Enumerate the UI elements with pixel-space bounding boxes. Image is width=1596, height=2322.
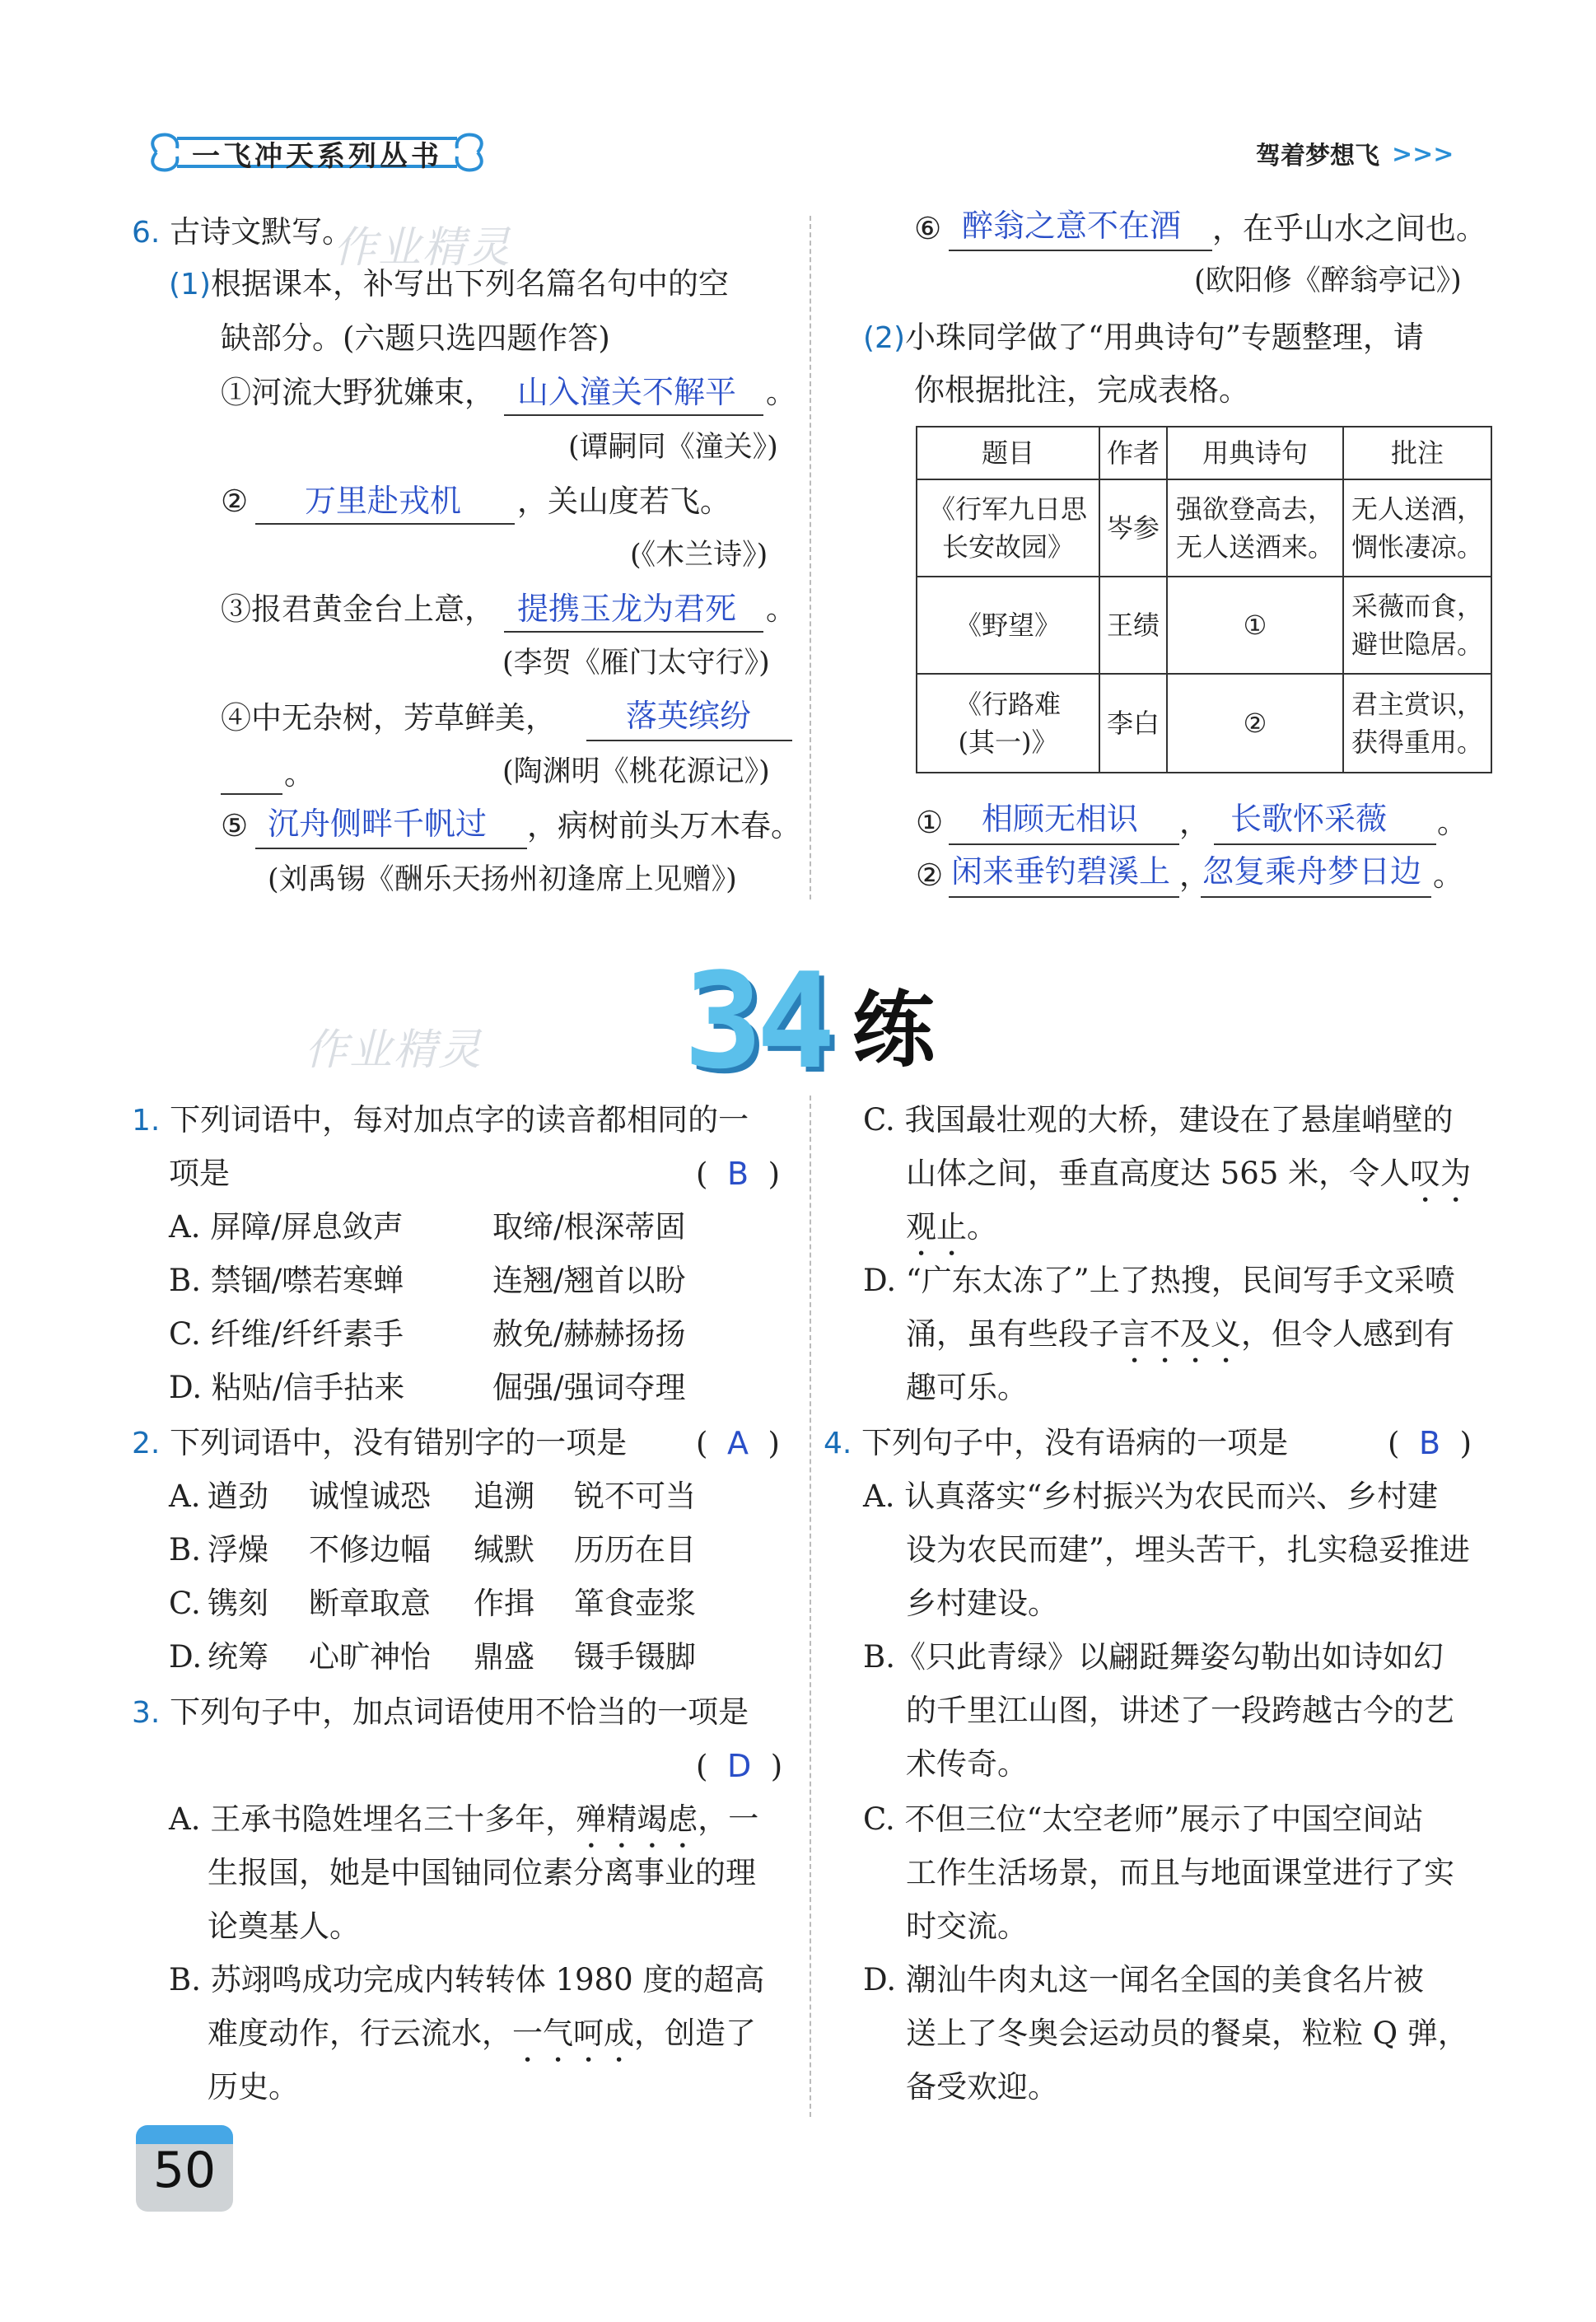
q2-option-d-label: D. [169, 1639, 203, 1675]
item2-prefix: ② [221, 484, 249, 519]
cell-line: 无人送酒， [1351, 493, 1483, 525]
q4-number: 4. [824, 1427, 852, 1460]
q2-answer: A [726, 1425, 749, 1461]
q6-heading [132, 214, 352, 250]
q4-option-a-line2: 设为农民而建”，埋头苦干，扎实稳妥推进 [906, 1532, 1470, 1567]
cell-line: 无人送酒来。 [1175, 531, 1334, 563]
item4-prefix: ④中无杂树，芳草鲜美， [221, 700, 556, 736]
table-header: 题目 [917, 427, 1099, 479]
answer-blank [949, 896, 1179, 898]
option-label: A. [169, 1209, 201, 1245]
answer-blank [255, 848, 527, 849]
slogan-arrows: >>> [1392, 140, 1454, 169]
item4-answer: 落英缤纷 [626, 698, 752, 734]
dotted-phrase: 一气呵成 [512, 2016, 634, 2051]
item1-end: 。 [766, 375, 796, 410]
table-row [917, 479, 1491, 577]
q1-number: 1. [132, 1104, 161, 1138]
q2-option-c-label: C. [169, 1586, 201, 1621]
item6-prefix: ⑥ [914, 211, 942, 246]
table-cell [917, 479, 1099, 577]
q2-option-word: 统筹 [208, 1639, 268, 1675]
answer2-label: ② [916, 857, 944, 893]
item2-answer: 万里赴戎机 [305, 483, 462, 519]
part-label: (2) [863, 321, 905, 355]
q4-option-b-line2: 的千里江山图，讲述了一段跨越古今的艺 [906, 1693, 1454, 1728]
q6-number: 6. [132, 216, 161, 250]
answer1-end: 。 [1437, 805, 1468, 840]
item6-source: (欧阳修《醉翁亭记》) [1194, 264, 1462, 297]
table-header: 作者 [1099, 427, 1167, 479]
table-cell [1343, 479, 1491, 577]
cell-line: 强欲登高去， [1175, 493, 1334, 525]
q3-number: 3. [132, 1696, 161, 1730]
q3-answer-bracket: ( D ) [696, 1748, 783, 1784]
q4-option-b-line1: B.《只此青绿》以翩跹舞姿勾勒出如诗如幻 [863, 1639, 1444, 1675]
slogan: 驾着梦想飞 [1256, 142, 1379, 171]
cell-line: 君主赏识， [1351, 688, 1483, 720]
part-text: 小珠同学做了“用典诗句”专题整理，请 [905, 320, 1424, 355]
q4-option-c-line1: C. 不但三位“太空老师”展示了中国空间站 [863, 1801, 1424, 1837]
page-number-tab [136, 2125, 233, 2212]
option-word: 纤维/纤纤素手 [210, 1316, 404, 1352]
q3-option-b-line3: 历史。 [208, 2069, 299, 2105]
cell-line: 避世隐居。 [1351, 628, 1483, 660]
q2-stem [132, 1425, 627, 1461]
q2-option-word: 不修边幅 [309, 1532, 431, 1567]
q1-option-d2: 倔强/强词夺理 [492, 1370, 686, 1405]
table-cell [1167, 479, 1343, 577]
q1-option-b2: 连翘/翘首以盼 [492, 1263, 686, 1298]
q4-stem [824, 1425, 1288, 1461]
header-banner [132, 124, 502, 181]
item2-source: (《木兰诗》) [630, 539, 768, 572]
q4-option-c-line2: 工作生活场景，而且与地面课堂进行了实 [906, 1855, 1454, 1890]
q4-option-b-line3: 术传奇。 [906, 1746, 1028, 1782]
q1-option-d [169, 1370, 404, 1406]
table-cell [917, 674, 1099, 773]
answer-blank [504, 631, 763, 633]
table-cell: 岑参 [1099, 479, 1167, 577]
q4-option-a-line3: 乡村建设。 [906, 1586, 1058, 1621]
q3-option-c-line1: C. 我国最壮观的大桥，建设在了悬崖峭壁的 [863, 1102, 1454, 1138]
option-text: 难度动作，行云流水， [208, 2016, 512, 2051]
q3-answer: D [726, 1748, 752, 1784]
allusion-table [916, 426, 1492, 773]
table-header: 用典诗句 [1167, 427, 1343, 479]
item5-answer: 沉舟侧畔千帆过 [268, 806, 488, 842]
answer1-label: ① [916, 805, 944, 840]
table-cell: 《野望》 [917, 577, 1099, 674]
q3-stem [132, 1694, 749, 1731]
answer-blank [949, 250, 1212, 251]
section-number: 34 [684, 944, 829, 1098]
q1-option-a [169, 1209, 404, 1245]
series-title: 一飞冲天系列丛书 [192, 140, 442, 173]
item1-source: (谭嗣同《潼关》) [568, 431, 778, 464]
table-cell: 王绩 [1099, 577, 1167, 674]
q2-option-word: 鼎盛 [474, 1639, 534, 1675]
q3-option-c-line3 [906, 1209, 997, 1263]
item1-answer: 山入潼关不解平 [517, 374, 737, 410]
q6-part1-line2: 缺部分。(六题只选四题作答) [221, 320, 610, 356]
q1-option-c2: 赦免/赫赫扬扬 [492, 1316, 686, 1352]
option-label: B. [169, 1263, 201, 1298]
q2-answer-bracket: ( A ) [696, 1425, 780, 1461]
cell-line: 获得重用。 [1351, 727, 1483, 758]
q2-option-word: 镊手镊脚 [574, 1639, 696, 1675]
answer2-part1: 闲来垂钓碧溪上 [951, 853, 1171, 890]
item3-prefix: ③报君黄金台上意， [221, 591, 495, 627]
answer1-part2: 长歌怀采薇 [1230, 801, 1388, 837]
q2-option-word: 遒劲 [208, 1479, 268, 1514]
q6-part1-line1 [169, 266, 729, 302]
q3-option-a-line1 [169, 1801, 758, 1855]
q2-option-word: 浮燥 [208, 1532, 268, 1567]
item3-end: 。 [766, 591, 796, 627]
q6-title: 古诗文默写。 [170, 214, 353, 250]
q2-option-word: 镌刻 [208, 1586, 268, 1621]
table-cell: ① [1167, 577, 1343, 674]
answer-blank [1214, 843, 1436, 845]
answer-blank [221, 793, 282, 795]
q2-option-word: 断章取意 [309, 1586, 431, 1621]
q4-option-d-line2: 送上了冬奥会运动员的餐桌，粒粒 Q 弹， [906, 2016, 1468, 2051]
table-header-row [917, 427, 1491, 479]
q4-option-a-line1: A. 认真落实“乡村振兴为农民而兴、乡村建 [863, 1479, 1439, 1514]
answer-blank [949, 843, 1179, 845]
table-row [917, 577, 1491, 674]
q4-option-c-line3: 时交流。 [906, 1909, 1028, 1944]
option-text: ，创造了 [634, 2016, 756, 2051]
q3-option-b-line2 [208, 2016, 756, 2069]
option-text: A. 王承书隐姓埋名三十多年， [169, 1801, 576, 1837]
dotted-phrase: 言不及义 [1119, 1316, 1241, 1352]
item4-source: (陶渊明《桃花源记》) [502, 755, 770, 788]
table-cell: 李白 [1099, 674, 1167, 773]
q2-option-word: 追溯 [474, 1479, 534, 1514]
watermark: 作业精灵 [334, 223, 512, 273]
dotted-phrase: 殚精竭虑 [576, 1801, 698, 1837]
cell-line: 《行军九日思 [928, 493, 1087, 525]
section-label: 练 [852, 981, 935, 1078]
q6-part2-line1 [863, 320, 1424, 356]
option-word: 屏障/屏息敛声 [210, 1209, 404, 1245]
watermark: 作业精灵 [305, 1026, 483, 1075]
q3-stem-text: 下列句子中，加点词语使用不恰当的一项是 [170, 1694, 749, 1730]
item2-suffix: ，关山度若飞。 [517, 484, 730, 519]
option-label: D. [169, 1370, 203, 1405]
option-text: ，但令人感到有 [1241, 1316, 1454, 1352]
cell-line: (其一)》 [958, 727, 1058, 758]
column-divider [810, 1096, 811, 2117]
q2-option-word: 诚惶诚恐 [309, 1479, 431, 1514]
answer-blank [504, 414, 763, 416]
q2-option-word: 缄默 [474, 1532, 534, 1567]
answer2-part2: 忽复乘舟梦日边 [1202, 853, 1422, 890]
part-text: 根据课本，补写出下列名篇名句中的空 [211, 266, 729, 301]
answer1-part1: 相顾无相识 [982, 801, 1139, 837]
option-word: 粘贴/信手拈来 [211, 1370, 405, 1405]
item4-end: 。 [284, 756, 315, 792]
q3-option-b-line1: B. 苏翊鸣成功完成内转转体 1980 度的超高 [169, 1962, 765, 1997]
q2-option-a-label: A. [169, 1479, 201, 1514]
q3-option-c-line2 [906, 1156, 1471, 1209]
table-header: 批注 [1343, 427, 1491, 479]
q1-option-c [169, 1316, 404, 1353]
option-text: 涌，虽有些段子 [906, 1316, 1119, 1352]
q1-stem-line2: 项是 [169, 1156, 230, 1191]
q3-option-d-line1: D. “广东太冻了”上了热搜，民间写手文采喷 [863, 1263, 1455, 1298]
q3-option-d-line2 [906, 1316, 1454, 1370]
answer-blank [1201, 896, 1431, 898]
cell-line: 长安故园》 [941, 531, 1074, 563]
q2-option-word: 心旷神怡 [309, 1639, 431, 1675]
answer-blank [255, 523, 515, 525]
dotted-phrase: 叹为 [1410, 1156, 1472, 1191]
q1-option-b [169, 1263, 404, 1299]
item1-prefix: ①河流大野犹嫌束， [221, 375, 495, 410]
q2-option-word: 箪食壶浆 [574, 1586, 696, 1621]
answer2-sep: ， [1179, 857, 1210, 893]
q3-option-d-line3: 趣可乐。 [906, 1370, 1028, 1405]
q2-option-word: 作揖 [474, 1586, 534, 1621]
table-cell [1343, 577, 1491, 674]
item5-source: (刘禹锡《酬乐天扬州初逢席上见赠》) [268, 863, 737, 896]
q2-number: 2. [132, 1427, 161, 1460]
q1-option-a2: 取缔/根深蒂固 [492, 1209, 686, 1245]
cell-line: 《行路难 [954, 688, 1061, 720]
column-divider [810, 216, 811, 899]
answer1-sep: ， [1179, 805, 1210, 840]
cell-line: 惆怅凄凉。 [1351, 531, 1483, 563]
q2-option-word: 锐不可当 [574, 1479, 696, 1514]
item5-suffix: ，病树前头万木春。 [527, 808, 801, 843]
q4-answer: B [1418, 1425, 1441, 1461]
table-row [917, 674, 1491, 773]
table-cell: ② [1167, 674, 1343, 773]
q1-answer: B [726, 1156, 749, 1192]
q4-option-d-line1: D. 潮汕牛肉丸这一闻名全国的美食名片被 [863, 1962, 1424, 1997]
q4-stem-text: 下列句子中，没有语病的一项是 [861, 1425, 1289, 1460]
q2-option-b-label: B. [169, 1532, 201, 1567]
option-word: 禁锢/噤若寒蝉 [210, 1263, 404, 1298]
option-text: 山体之间，垂直高度达 565 米，令人 [906, 1156, 1411, 1191]
q3-option-a-line3: 论奠基人。 [208, 1909, 360, 1944]
page-number: 50 [152, 2142, 217, 2199]
q4-option-d-line3: 备受欢迎。 [906, 2069, 1058, 2105]
q1-stem-line1 [132, 1102, 749, 1138]
dotted-phrase: 观止 [906, 1209, 967, 1245]
answer-blank [586, 740, 792, 741]
table-cell [1343, 674, 1491, 773]
q4-answer-bracket: ( B ) [1388, 1425, 1472, 1461]
q1-answer-bracket: ( B ) [696, 1156, 781, 1192]
q1-stem-text: 下列词语中，每对加点字的读音都相同的一 [170, 1102, 749, 1138]
option-label: C. [169, 1316, 201, 1352]
q3-option-a-line2: 生报国，她是中国铀同位素分离事业的理 [208, 1855, 756, 1890]
option-text: ，一 [698, 1801, 759, 1837]
q6-part2-line2: 你根据批注，完成表格。 [914, 372, 1249, 408]
item3-source: (李贺《雁门太守行》) [502, 647, 770, 680]
item6-answer: 醉翁之意不在酒 [962, 208, 1182, 244]
q2-option-word: 历历在目 [574, 1532, 696, 1567]
cell-line: 采薇而食， [1351, 590, 1483, 622]
item5-prefix: ⑤ [221, 808, 249, 843]
option-text: 。 [967, 1209, 997, 1245]
q2-stem-text: 下列词语中，没有错别字的一项是 [170, 1425, 628, 1460]
item6-suffix: ，在乎山水之间也。 [1212, 211, 1486, 246]
answer2-end: 。 [1433, 857, 1463, 893]
item3-answer: 提携玉龙为君死 [517, 591, 737, 627]
part-label: (1) [169, 268, 211, 301]
